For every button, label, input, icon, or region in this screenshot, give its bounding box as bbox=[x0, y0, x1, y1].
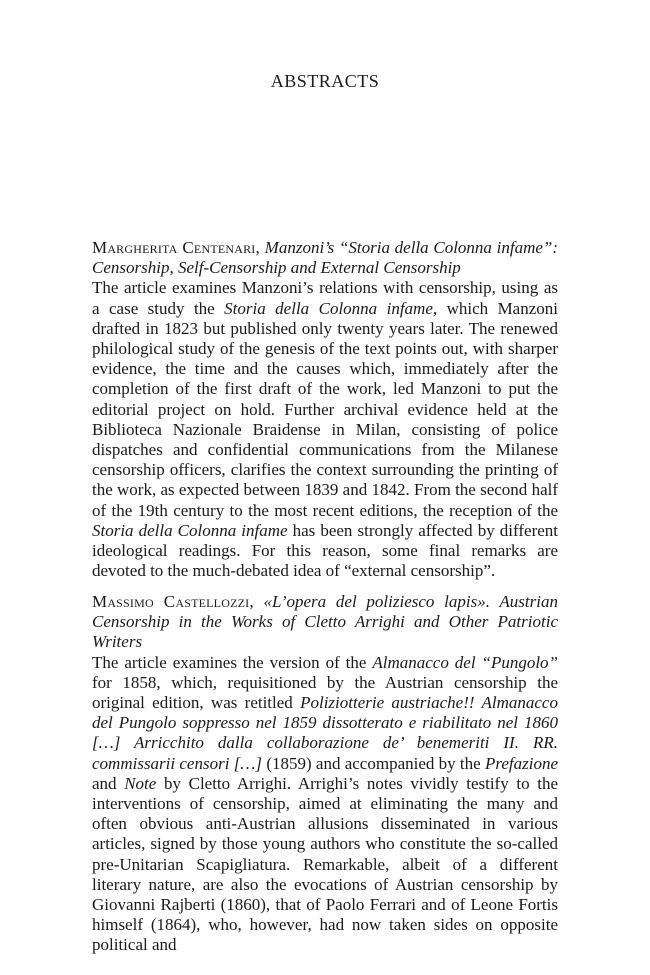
abstract-entry bbox=[92, 238, 558, 581]
abstract-text-segment: and bbox=[92, 773, 125, 793]
abstract-text-segment: The article examines Manzoni’s relations with censorship, using as a case study the bbox=[92, 278, 558, 318]
abstract-text-segment: Almanacco del “Pungolo” bbox=[372, 652, 558, 672]
abstract-text-segment: The article examines the version of the bbox=[92, 652, 373, 672]
abstract-text-segment: Storia della Colonna infame bbox=[224, 298, 433, 318]
abstract-title: «L’opera del poliziesco lapis». Austrian Censorship in the Works of Cletto Arrighi and Other Patriotic Writers bbox=[92, 592, 558, 652]
abstract-entry bbox=[92, 592, 558, 956]
abstract-title: Manzoni’s “Storia della Colonna infame”: Censorship, Self-Censorship and External Censorship bbox=[92, 238, 559, 278]
abstract-text-segment: has been strongly affected by different ideological readings. For this reason, some final remarks are devoted to the much-debated idea of “external censorship”. bbox=[92, 520, 559, 581]
page-heading: ABSTRACTS bbox=[270, 71, 380, 91]
abstract-text-segment: , which Manzoni drafted in 1823 but published only twenty years later. The renewed philological study of the genesis of the text points out, with sharper evidence, the time and the causes which, immediately after the completion of the first draft of the work, led Manzoni to put the editorial project on hold. Further archival evidence held at the Biblioteca Nazionale Braidense in Milan, consisting of police dispatches and confidential communications from the Milanese censorship officers, clarifies the context surrounding the printing of the work, as expected between 1839 and 1842. From the second half of the 19th century to the most recent editions, the reception of the bbox=[92, 298, 558, 520]
abstract-text-segment: (1859) and accompanied by the bbox=[262, 753, 485, 773]
abstract-text-segment: for 1858, which, requisitioned by the Austrian censorship the original edition, was retitled bbox=[92, 672, 558, 713]
abstract-author: Margherita Centenari, bbox=[92, 238, 260, 257]
abstract-text-segment: Prefazione bbox=[484, 753, 558, 773]
abstract-text-segment: by Cletto Arrighi. Arrighi’s notes vividly testify to the interventions of censorship, aimed at eliminating the many and often obvious anti-Austrian allusions disseminated in various articles, signed by those young authors who constitute the so-called pre-Unitarian Scapigliatura. Remarkable, albeit of a different literary nature, are also the evocations of Austrian censorship by Giovanni Rajberti (1860), that of Paolo Ferrari and of Leone Fortis himself (1864), who, however, had now taken sides on opposite political and bbox=[92, 773, 559, 955]
abstract-text-segment: Note bbox=[124, 773, 157, 793]
abstract-author: Massimo Castellozzi, bbox=[92, 592, 254, 611]
abstract-text-segment: Poliziotterie austriache!! Almanacco del Pungolo soppresso nel 1859 dissotterato e riabilitato nel 1860 […] Arricchito dalla collaborazione de’ benemeriti II. RR. commissarii censori […] bbox=[92, 693, 558, 773]
abstract-body bbox=[92, 278, 558, 581]
abstract-text-segment: Storia della Colonna infame bbox=[92, 520, 288, 540]
abstract-body bbox=[92, 653, 558, 956]
